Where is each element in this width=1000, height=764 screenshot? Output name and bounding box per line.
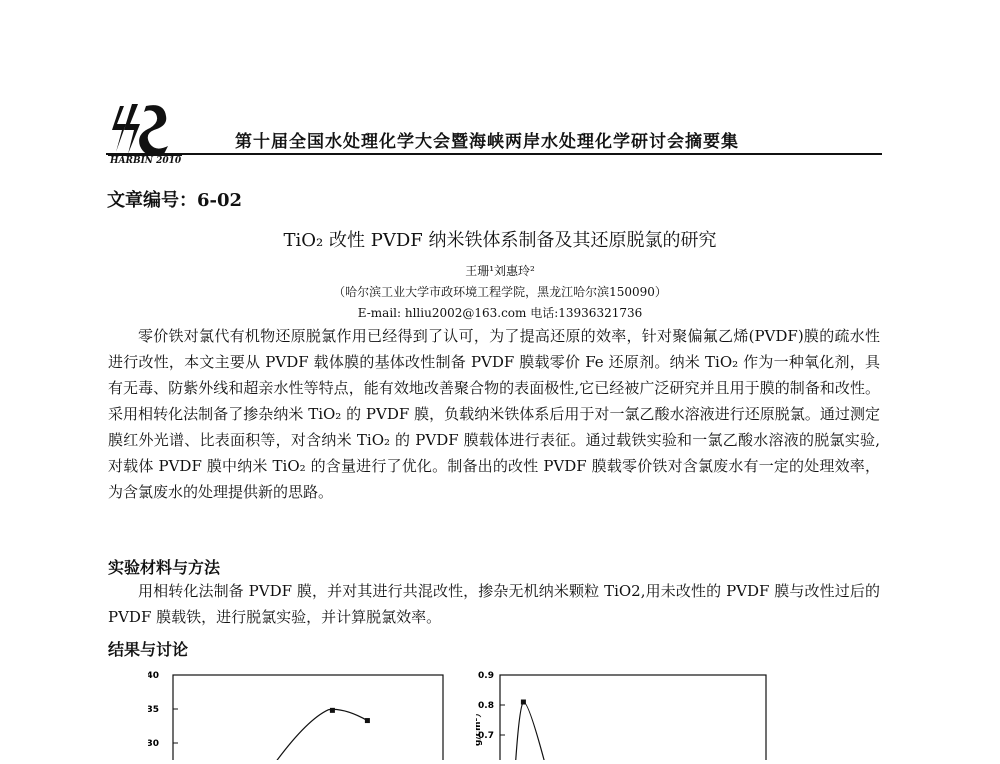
y-tick-label: 0.8	[478, 701, 494, 711]
section-heading-results: 结果与讨论	[108, 640, 189, 659]
affiliation: （哈尔滨工业大学市政环境工程学院，黑龙江哈尔滨150090）	[333, 285, 667, 299]
chart-right-frame	[500, 675, 766, 760]
y-tick-label: 30	[148, 739, 159, 749]
data-point	[365, 718, 370, 723]
chart-right	[476, 668, 776, 760]
y-tick-label: 0.7	[478, 731, 494, 741]
abstract-paragraph: 零价铁对氯代有机物还原脱氯作用已经得到了认可，为了提高还原的效率，针对聚偏氟乙烯(PVDF)膜的疏水性进行改性，本文主要从 PVDF 载体膜的基体改性制备 PVDF 膜载零价 Fe 还原剂。纳米 TiO₂ 作为一种氧化剂，具有无毒、防紫外线和超亲水性等特点，能有效地改善聚合物的表面极性,它已经被广泛研究并且用于膜的制备和改性。采用相转化法制备了掺杂纳米 TiO₂ 的 PVDF 膜，负载纳米铁体系后用于对一氯乙酸水溶液进行还原脱氯。通过测定膜红外光谱、比表面积等，对含纳米 TiO₂ 的 PVDF 膜载体进行表征。通过载铁实验和一氯乙酸水溶液的脱氯实验,对载体 PVDF 膜中纳米 TiO₂ 的含量进行了优化。制备出的改性 PVDF 膜载零价铁对含氯废水有一定的处理效率，为含氯废水的处理提供新的思路。	[108, 327, 880, 501]
article-number: 文章编号：6-02	[107, 190, 243, 211]
authors: 王珊¹刘惠玲²	[465, 264, 535, 278]
y-tick-label: 40	[148, 671, 159, 681]
svg-text:HARBIN 2010: HARBIN 2010	[110, 156, 182, 164]
data-point	[521, 700, 526, 705]
chart-left	[148, 668, 448, 760]
chart-left-frame	[173, 675, 443, 760]
y-axis-label: g/cm²）	[476, 708, 483, 746]
series-line	[515, 702, 545, 760]
header-rule	[106, 153, 882, 155]
methods-paragraph: 用相转化法制备 PVDF 膜，并对其进行共混改性，掺杂无机纳米颗粒 TiO2,用未改性的 PVDF 膜与改性过后的 PVDF 膜载铁，进行脱氯实验，并计算脱氯效率。	[108, 582, 880, 626]
series-line	[274, 709, 368, 760]
section-heading-methods: 实验材料与方法	[108, 558, 221, 577]
data-point	[330, 708, 335, 713]
y-tick-label: 35	[148, 705, 159, 715]
conference-title: 第十届全国水处理化学大会暨海峡两岸水处理化学研讨会摘要集	[235, 132, 739, 152]
paper-title: TiO₂ 改性 PVDF 纳米铁体系制备及其还原脱氯的研究	[283, 230, 717, 251]
contact-info: E-mail: hlliu2002@163.com 电话:13936321736	[357, 306, 643, 320]
y-tick-label: 0.9	[478, 671, 494, 681]
